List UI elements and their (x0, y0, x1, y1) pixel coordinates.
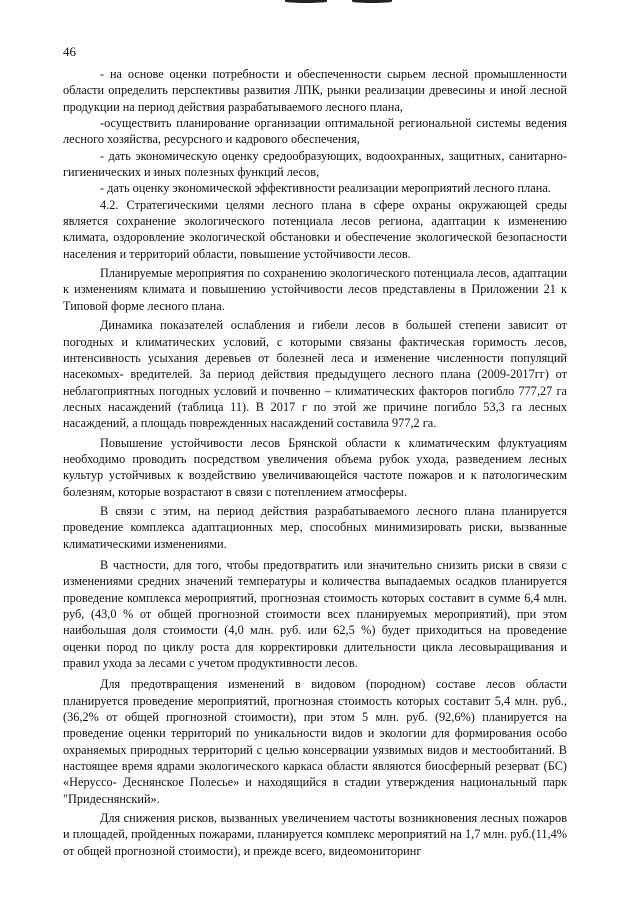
paragraph: - на основе оценки потребности и обеспеченности сырьем лесной промышленности области определить перспективы развития ЛПК, рынки реализации древесины и иной лесной продукции на период действия разрабатываемого лесного плана, (63, 67, 567, 114)
paragraph: Повышение устойчивости лесов Брянской области к климатическим флуктуациям необходимо проводить посредством увеличения объема рубок ухода, разведением лесных культур устойчивых к воздействию увеличивающейся частоте пожаров и к патологическим болезням, которые возрастают в связи с потеплением атмосферы. (63, 435, 567, 499)
paragraph: Динамика показателей ослабления и гибели лесов в большей степени зависит от погодных и климатических условий, с которыми связаны фактическая горимость лесов, интенсивность усыхания деревьев от болезней леса и изменение численности популяций насекомых- вредителей. За период действия предыдущего лесного плана (2009-2017гг) от неблагоприятных погодных условий и почвенно – климатических факторов погибло 777,27 га лесных насаждений (таблица 11). В 2017 г по этой же причине погибло 53,3 га лесных насаждений, а площадь поврежденных насаждений составила 977,2 га. (63, 318, 567, 431)
page-number: 46 (63, 44, 76, 59)
paragraph: В связи с этим, на период действия разрабатываемого лесного плана планируется проведение комплекса адаптационных мер, способных минимизировать риски, вызванные климатическими изменениями. (63, 503, 567, 551)
paragraph: В частности, для того, чтобы предотвратить или значительно снизить риски в связи с изменениями средних значений температуры и количества выпадаемых осадков планируется проведение комплекса мероприятий, прогнозная стоимость которых составит в сумме 6,4 млн. руб, (43,0 % от общей прогнозной стоимости всех планируемых мероприятий), при этом наибольшая доля стоимости (4,0 млн. руб. или 62,5 %) будет приходиться на проведение оценки пород по циклу роста для корректировки длительности цикла лесовыращивания и правил ухода за лесами с учетом продуктивности лесов. (63, 557, 567, 671)
paragraph: 4.2. Стратегическими целями лесного плана в сфере охраны окружающей среды является сохранение экологического потенциала лесов региона, адаптации к изменению климата, оздоровление экологической обстановки и обеспечение экологической безопасности населения и территорий области, повышение устойчивости лесов. (63, 197, 567, 261)
paragraph: Планируемые мероприятия по сохранению экологического потенциала лесов, адаптации к изменениям климата и повышению устойчивости лесов представлены в Приложении 21 к Типовой форме лесного плана. (63, 266, 567, 313)
scan-mark-left (285, 0, 327, 3)
paragraph: - дать экономическую оценку средообразующих, водоохранных, защитных, санитарно-гигиенических и иных полезных функций лесов, (63, 148, 567, 180)
paragraph: -осуществить планирование организации оптимальной региональной системы ведения лесного хозяйства, ресурсного и кадрового обеспечения, (63, 116, 567, 147)
paragraph: Для снижения рисков, вызванных увеличением частоты возникновения лесных пожаров и площадей, пройденных пожарами, планируется комплекс мероприятий на 1,7 млн. руб.(11,4% от общей прогнозной стоимости), и прежде всего, видеомониторинг (63, 811, 567, 858)
document-body (63, 66, 567, 859)
paragraph: Для предотвращения изменений в видовом (породном) составе лесов области планируется проведение мероприятий, прогнозная стоимость которых составит 5,4 млн. руб.,(36,2% от общей прогнозной стоимости), при этом 5 млн. руб. (92,6%) планируется на проведение оценки территорий по уникальности видов и экологии для формирования особо охраняемых природных территорий с целью консервации уязвимых видов и местообитаний. В настоящее время ядрами экологического каркаса области являются биосферный резерват (БС) «Неруссо- Деснянское Полесье» и находящийся в стадии утверждения национальный парк "Придеснянский». (63, 677, 567, 806)
scan-mark-right (352, 0, 392, 3)
paragraph: - дать оценку экономической эффективности реализации мероприятий лесного плана. (100, 181, 551, 196)
